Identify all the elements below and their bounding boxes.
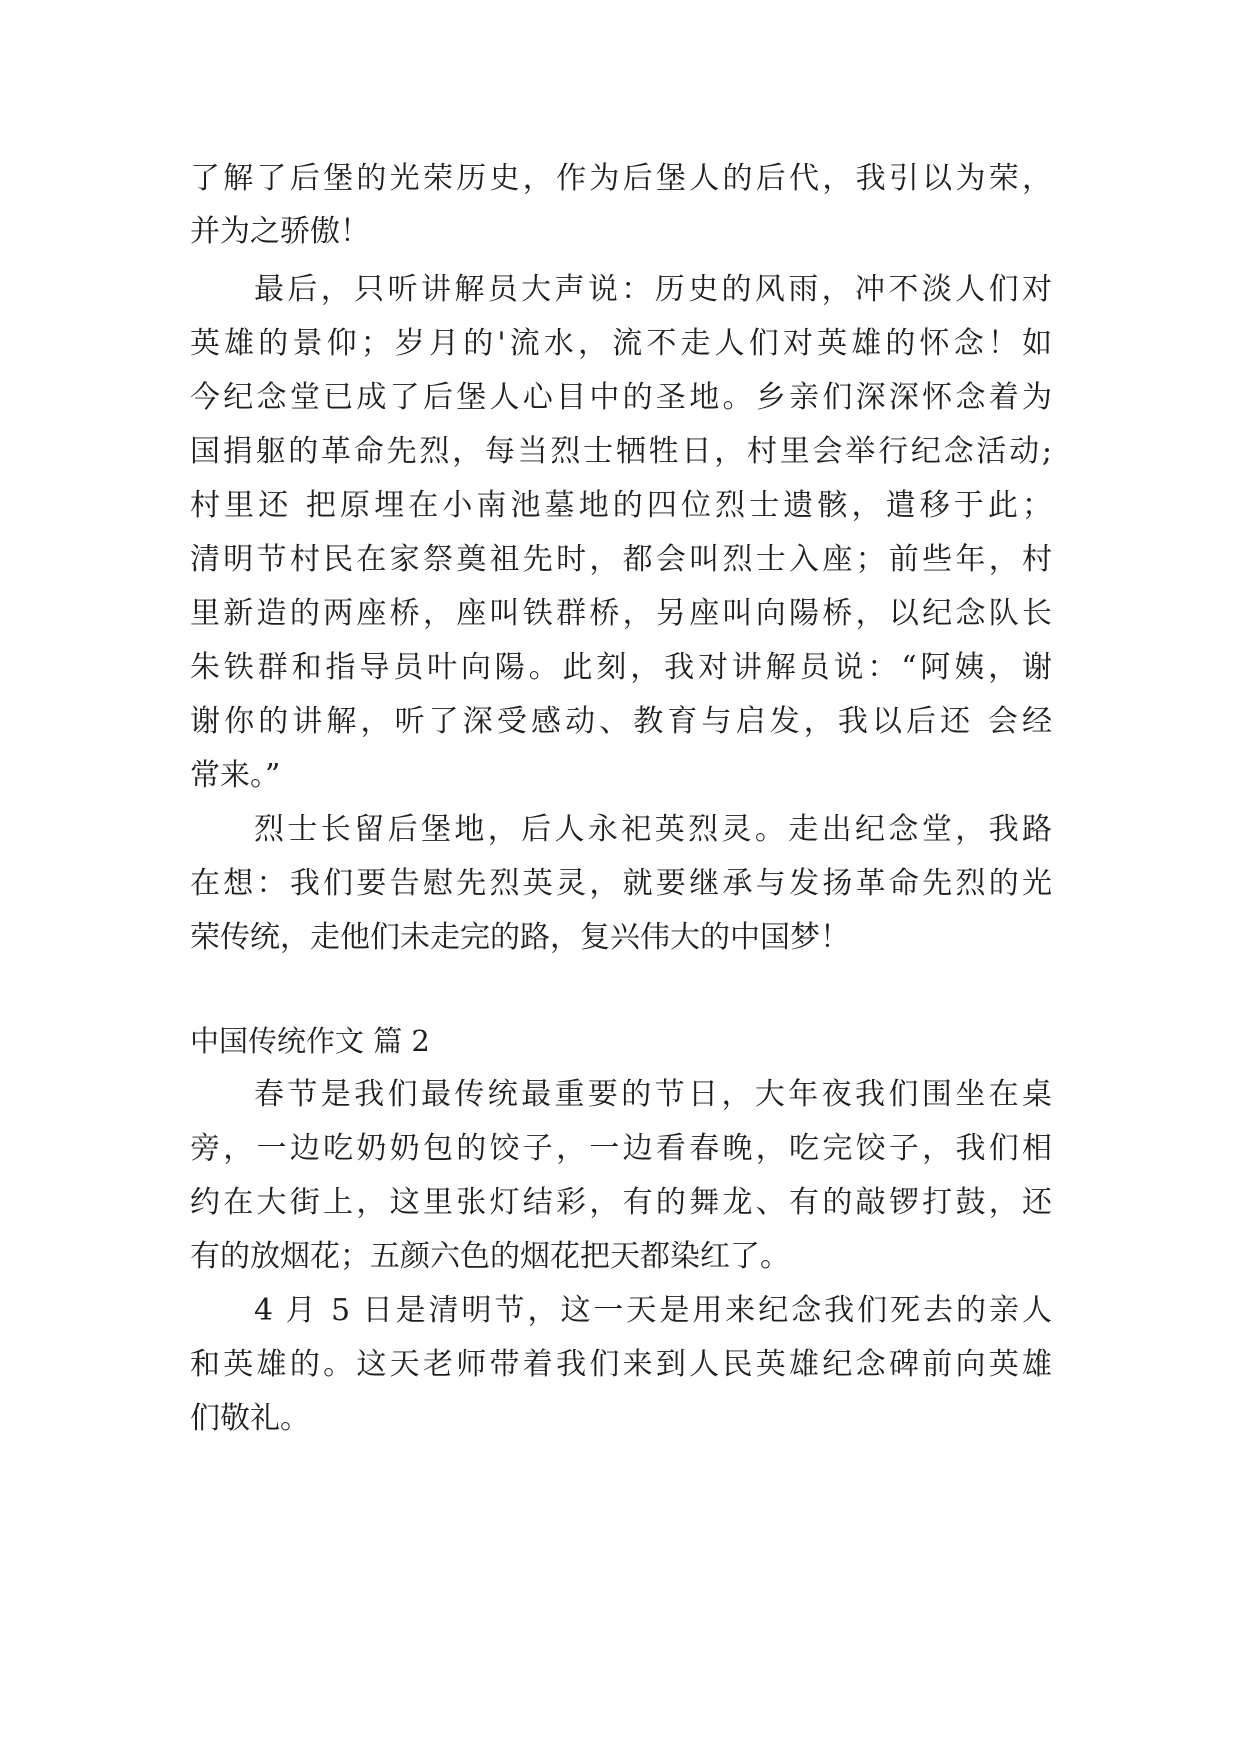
text-line: 常来。” xyxy=(190,758,281,793)
text-line: 今纪念堂已成了后堡人心目中的圣地。乡亲们深深怀念着为 xyxy=(190,380,1052,415)
text-line: 有的放烟花；五颜六色的烟花把天都染红了。 xyxy=(190,1239,790,1274)
text-line: 英雄的景仰；岁月的'流水，流不走人们对英雄的怀念！如 xyxy=(190,326,1052,361)
text-line: 谢你的讲解，听了深受感动、教育与启发，我以后还 会经 xyxy=(190,704,1052,739)
text-line: 了解了后堡的光荣历史，作为后堡人的后代，我引以为荣， xyxy=(190,161,1052,196)
paragraph-first-line: 春节是我们最传统最重要的节日，大年夜我们围坐在桌 xyxy=(254,1077,1052,1112)
paragraph-first-line: 烈士长留后堡地，后人永祀英烈灵。走出纪念堂，我路 xyxy=(254,812,1052,847)
paragraph-first-line: 最后，只听讲解员大声说：历史的风雨，冲不淡人们对 xyxy=(254,272,1052,307)
paragraph-first-line: 4 月 5 日是清明节，这一天是用来纪念我们死去的亲人 xyxy=(254,1293,1052,1328)
text-line: 荣传统，走他们未走完的路，复兴伟大的中国梦！ xyxy=(190,920,850,955)
text-line: 村里还 把原埋在小南池墓地的四位烈士遗骸，遣移于此； xyxy=(190,488,1052,523)
text-line: 们敬礼。 xyxy=(190,1401,310,1436)
text-line: 旁，一边吃奶奶包的饺子，一边看春晚，吃完饺子，我们相 xyxy=(190,1131,1052,1166)
text-line: 在想：我们要告慰先烈英灵，就要继承与发扬革命先烈的光 xyxy=(190,866,1052,901)
text-line: 并为之骄傲！ xyxy=(190,214,370,249)
text-line: 国捐躯的革命先烈，每当烈士牺牲日，村里会举行纪念活动; xyxy=(190,434,1052,469)
text-line: 朱铁群和指导员叶向陽。此刻，我对讲解员说：“阿姨，谢 xyxy=(190,650,1052,685)
text-line: 约在大街上，这里张灯结彩，有的舞龙、有的敲锣打鼓，还 xyxy=(190,1185,1052,1220)
text-line: 里新造的两座桥，座叫铁群桥，另座叫向陽桥，以纪念队长 xyxy=(190,596,1052,631)
text-line: 和英雄的。这天老师带着我们来到人民英雄纪念碑前向英雄 xyxy=(190,1347,1052,1382)
section-heading: 中国传统作文 篇 2 xyxy=(190,1024,430,1058)
text-line: 清明节村民在家祭奠祖先时，都会叫烈士入座；前些年，村 xyxy=(190,542,1052,577)
